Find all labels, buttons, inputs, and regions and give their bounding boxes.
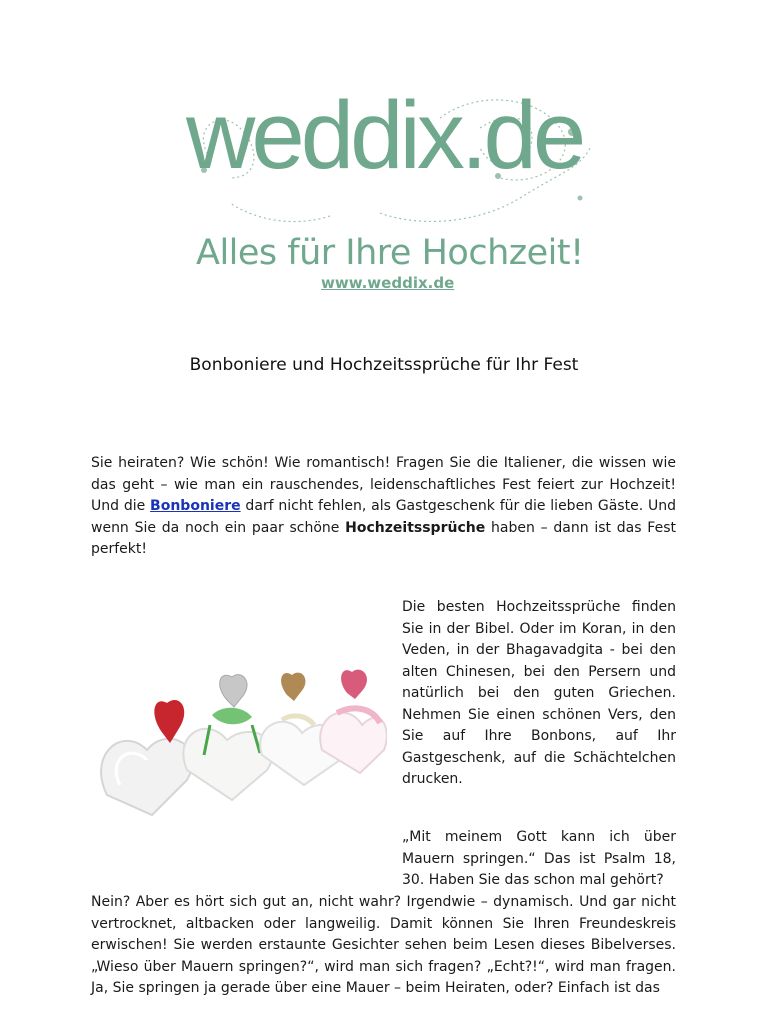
full-width-paragraph: Nein? Aber es hört sich gut an, nicht wahr? Irgendwie – dynamisch. Und gar nicht vertrocknet, altbacken oder langweilig. Damit können Sie Ihren Freundeskreis erwischen! Sie werden erstaunte Gesichter sehen beim Lesen dieses Bibelverses. „Wieso über Mauern springen?“, wird man sich fragen? „Echt?!“, wird man fragen. Ja, Sie springen ja gerade über eine Mauer – beim Heiraten, oder? Einfach ist das	[91, 894, 676, 996]
bonboniere-photo	[92, 585, 387, 875]
hochzeitssprueche-bold: Hochzeitssprüche	[345, 519, 486, 536]
heart-box-clear	[101, 739, 192, 815]
intro-text-2: darf nicht fehlen, als Gastgeschenk für die lieben Gäste. Und wenn Sie da noch ein paar schöne	[91, 498, 676, 536]
logo-tagline: Alles für Ihre Hochzeit!	[196, 233, 584, 273]
right-paragraph-2: „Mit meinem Gott kann ich über Mauern springen.“ Das ist Psalm 18, 30. Haben Sie das schon mal gehört?	[402, 829, 676, 888]
right-paragraph-1: Die besten Hochzeitssprüche finden Sie in der Bibel. Oder im Koran, in den Veden, in der Bhagavadgita - bei den alten Chinesen, bei den Persern und natürlich bei den guten Griechen. Nehmen Sie einen schönen Vers, den Sie auf Ihre Bonbons, auf Ihr Gastgeschenk, auf die Schächtelchen drucken.	[402, 599, 676, 787]
page-title: Bonboniere und Hochzeitssprüche für Ihr Fest	[189, 355, 579, 375]
heart-box-green	[183, 708, 273, 800]
logo-url-link[interactable]: www.weddix.de	[321, 274, 455, 292]
pink-heart	[341, 670, 367, 699]
silver-heart	[220, 675, 247, 707]
logo-wordmark: weddix.de	[186, 82, 583, 189]
intro-paragraph	[91, 453, 676, 561]
intro-text-3: haben – dann ist das Fest perfekt!	[91, 519, 676, 557]
red-heart	[154, 700, 184, 743]
bonboniere-link[interactable]: Bonboniere	[150, 498, 241, 514]
gold-heart	[281, 673, 305, 701]
intro-text-1: Sie heiraten? Wie schön! Wie romantisch! Fragen Sie die Italiener, die wissen wie das geht – wie man ein rauschendes, leidenschaftliches Fest feiert zur Hochzeit! Und die	[91, 455, 676, 514]
